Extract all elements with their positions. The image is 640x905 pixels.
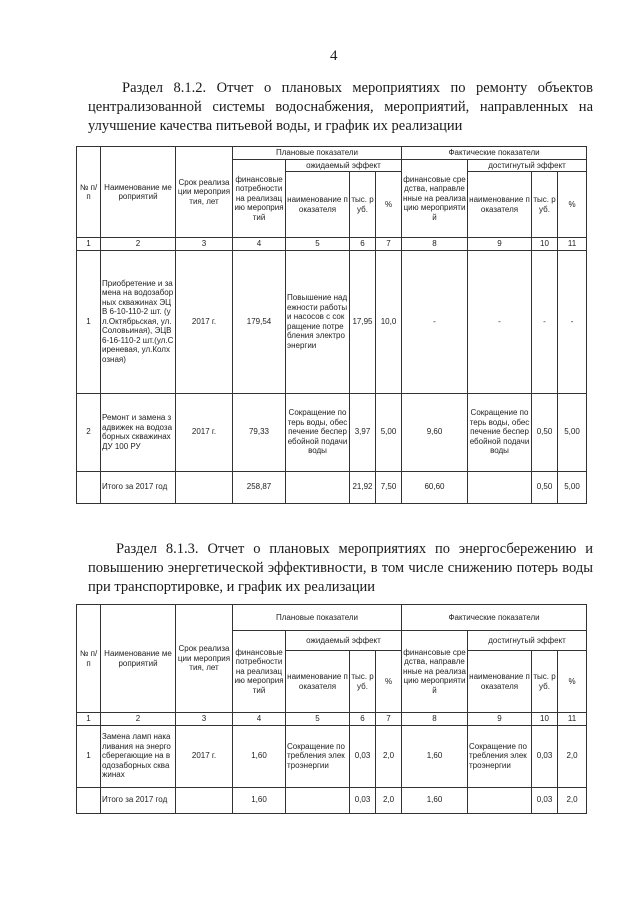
total-rub: 21,92 [350, 471, 376, 503]
header-pct: % [376, 172, 402, 238]
row-pct: 5,00 [376, 393, 402, 471]
total-rub-fact: 0,50 [532, 471, 558, 503]
row-fin: 79,33 [233, 393, 286, 471]
row-name: Замена ламп накаливания на энергосберегающие на водозаборных скважинах [101, 725, 176, 787]
row-indicator: Сокращение потребления электроэнергии [286, 725, 350, 787]
total-rub: 0,03 [350, 787, 376, 813]
total-row [77, 787, 587, 813]
col-number: 6 [350, 238, 376, 251]
page-number: 4 [330, 48, 338, 64]
col-number: 9 [468, 238, 532, 251]
header-indicator-fact: наименование показателя [468, 651, 532, 713]
header-rub: тыс. руб. [350, 172, 376, 238]
header-achieved: достигнутый эффект [468, 159, 587, 172]
row-pct-fact: 5,00 [558, 393, 587, 471]
section-8-1-2-title: Раздел 8.1.2. Отчет о плановых мероприятиях по ремонту объектов централизованной системы водоснабжения, мероприятий, направленных на улучшение качества питьевой воды, и график их реализации [88, 80, 593, 134]
header-achieved: достигнутый эффект [468, 631, 587, 651]
row-indicator-fact: - [468, 250, 532, 393]
col-number: 8 [402, 238, 468, 251]
header-fin-fact: финансовые средства, направленные на реализацию мероприятий [402, 159, 468, 238]
col-number: 10 [532, 238, 558, 251]
col-number: 3 [176, 713, 233, 726]
header-rub-fact: тыс. руб. [532, 172, 558, 238]
total-label: Итого за 2017 год [101, 471, 176, 503]
row-indicator-fact: Сокращение потерь воды, обеспечение бесперебойной подачи воды [468, 393, 532, 471]
header-pct-fact: % [558, 172, 587, 238]
row-pct: 10,0 [376, 250, 402, 393]
header-actual: Фактические показатели [402, 147, 587, 160]
header-name: Наименование мероприятий [101, 605, 176, 713]
total-pct-fact: 5,00 [558, 471, 587, 503]
row-rub: 3,97 [350, 393, 376, 471]
header-rub-fact: тыс. руб. [532, 651, 558, 713]
col-number: 5 [286, 238, 350, 251]
col-number: 10 [532, 713, 558, 726]
header-term: Срок реализации мероприятия, лет [176, 147, 233, 238]
header-name: Наименование мероприятий [101, 147, 176, 238]
row-num: 1 [77, 725, 101, 787]
section-8-1-3-title: Раздел 8.1.3. Отчет о плановых мероприятиях по энергосбережению и повышению энергетической эффективности, в том числе снижению потерь воды при транспортировке, и график их реализации [88, 541, 593, 595]
col-number: 9 [468, 713, 532, 726]
header-planned: Плановые показатели [233, 605, 402, 631]
col-number: 1 [77, 713, 101, 726]
row-term: 2017 г. [176, 250, 233, 393]
header-num: № п/п [77, 605, 101, 713]
row-name: Ремонт и замена задвижек на водозаборных скважинах ДУ 100 РУ [101, 393, 176, 471]
header-indicator: наименование показателя [286, 651, 350, 713]
header-num: № п/п [77, 147, 101, 238]
header-term: Срок реализации мероприятия, лет [176, 605, 233, 713]
energy-saving-table [76, 604, 587, 814]
row-rub: 17,95 [350, 250, 376, 393]
row-fin: 1,60 [233, 725, 286, 787]
header-indicator-fact: наименование показателя [468, 172, 532, 238]
col-number: 7 [376, 238, 402, 251]
col-number: 5 [286, 713, 350, 726]
row-num: 1 [77, 250, 101, 393]
row-indicator: Повышение надежности работы и насосов с сокращение потребления электроэнергии [286, 250, 350, 393]
row-pct-fact: 2,0 [558, 725, 587, 787]
total-row [77, 471, 587, 503]
header-rub: тыс. руб. [350, 651, 376, 713]
row-name: Приобретение и замена на водозаборных скважинах ЭЦВ 6-10-110-2 шт. (ул.Октябрьская, ул.Соловьиная), ЭЦВ 6-16-110-2 шт.(ул.Сиреневая, ул.Колхозная) [101, 250, 176, 393]
total-rub-fact: 0,03 [532, 787, 558, 813]
total-label: Итого за 2017 год [101, 787, 176, 813]
header-pct-fact: % [558, 651, 587, 713]
row-rub-fact: 0,50 [532, 393, 558, 471]
header-planned: Плановые показатели [233, 147, 402, 160]
row-term: 2017 г. [176, 725, 233, 787]
total-fin-fact: 1,60 [402, 787, 468, 813]
col-number: 11 [558, 713, 587, 726]
header-expected: ожидаемый эффект [286, 631, 402, 651]
col-number: 7 [376, 713, 402, 726]
row-rub: 0,03 [350, 725, 376, 787]
col-number: 2 [101, 238, 176, 251]
row-rub-fact: - [532, 250, 558, 393]
table-row [77, 393, 587, 471]
header-fin-plan: финансовые потребности на реализацию мероприятий [233, 159, 286, 238]
total-fin-fact: 60,60 [402, 471, 468, 503]
total-pct: 7,50 [376, 471, 402, 503]
header-indicator: наименование показателя [286, 172, 350, 238]
row-fin-fact: - [402, 250, 468, 393]
row-term: 2017 г. [176, 393, 233, 471]
header-fin-fact: финансовые средства, направленные на реализацию мероприятий [402, 631, 468, 713]
col-number: 3 [176, 238, 233, 251]
col-number: 1 [77, 238, 101, 251]
total-fin: 1,60 [233, 787, 286, 813]
row-num: 2 [77, 393, 101, 471]
repair-measures-table [76, 146, 587, 504]
header-pct: % [376, 651, 402, 713]
total-pct: 2,0 [376, 787, 402, 813]
header-actual: Фактические показатели [402, 605, 587, 631]
row-rub-fact: 0,03 [532, 725, 558, 787]
total-pct-fact: 2,0 [558, 787, 587, 813]
col-number: 6 [350, 713, 376, 726]
col-number: 4 [233, 713, 286, 726]
row-indicator: Сокращение потерь воды, обеспечение бесперебойной подачи воды [286, 393, 350, 471]
row-fin-fact: 1,60 [402, 725, 468, 787]
row-fin: 179,54 [233, 250, 286, 393]
total-fin: 258,87 [233, 471, 286, 503]
col-number: 2 [101, 713, 176, 726]
row-fin-fact: 9,60 [402, 393, 468, 471]
table-row [77, 250, 587, 393]
col-number: 8 [402, 713, 468, 726]
row-pct: 2,0 [376, 725, 402, 787]
header-fin-plan: финансовые потребности на реализацию мероприятий [233, 631, 286, 713]
col-number: 4 [233, 238, 286, 251]
row-pct-fact: - [558, 250, 587, 393]
header-expected: ожидаемый эффект [286, 159, 402, 172]
table-row [77, 725, 587, 787]
col-number: 11 [558, 238, 587, 251]
row-indicator-fact: Сокращение потребления электроэнергии [468, 725, 532, 787]
